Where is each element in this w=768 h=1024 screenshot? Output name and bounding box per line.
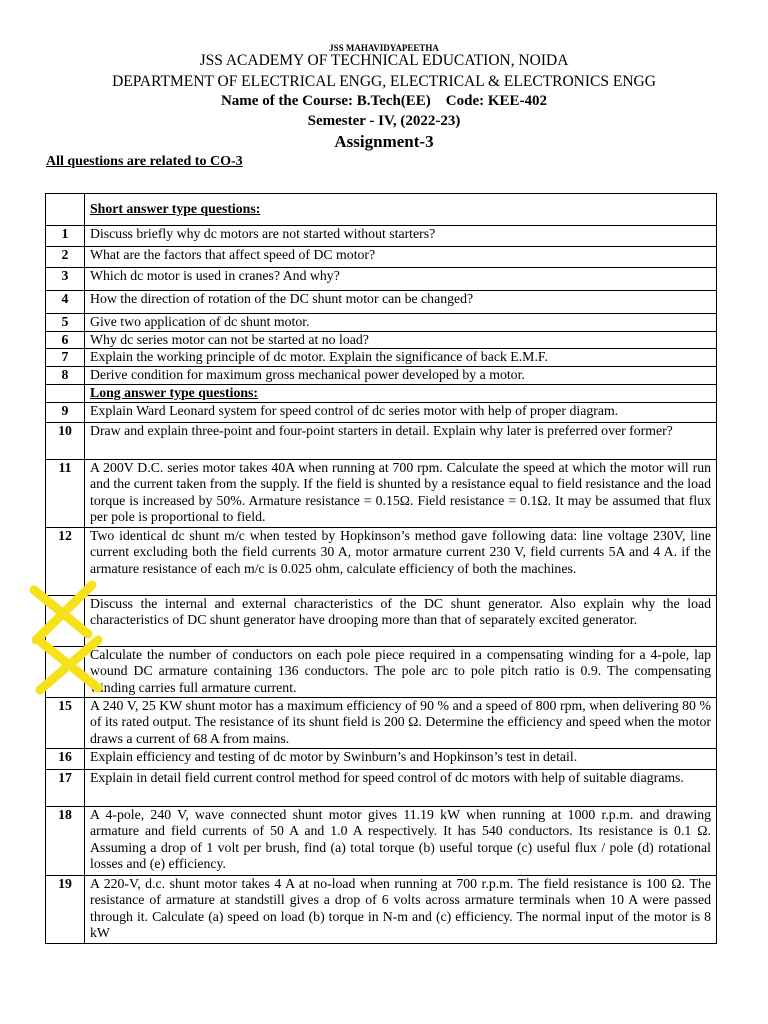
question-number: 6 — [46, 331, 85, 349]
table-row — [46, 697, 717, 748]
question-text: Draw and explain three-point and four-point starters in detail. Explain why later is preferred over former? — [85, 422, 717, 459]
table-row — [46, 646, 717, 697]
question-number: 3 — [46, 268, 85, 291]
question-text: Explain efficiency and testing of dc motor by Swinburn’s and Hopkinson’s test in detail. — [85, 748, 717, 769]
question-text: Discuss the internal and external characteristics of the DC shunt generator. Also explain why the load characteristics of DC shunt generator have drooping more than that of separately excited generator. — [85, 595, 717, 646]
semester-line: Semester - IV, (2022-23) — [307, 113, 461, 129]
question-number: 8 — [46, 367, 85, 385]
table-row — [46, 247, 717, 268]
table-row — [46, 748, 717, 769]
table-row — [46, 459, 717, 527]
assignment-title: Assignment-3 — [334, 132, 434, 151]
question-text: Explain Ward Leonard system for speed control of dc series motor with help of proper diagram. — [85, 402, 717, 422]
question-number: 18 — [46, 806, 85, 875]
table-row — [46, 268, 717, 291]
table-row — [46, 226, 717, 247]
question-text: Which dc motor is used in cranes? And why? — [85, 268, 717, 291]
question-text: Two identical dc shunt m/c when tested by Hopkinson’s method gave following data: line voltage 230V, line current excluding both the field currents 30 A, motor armature current 230 V, field currents 5A and 4 A. if the armature resistance of each m/c is 0.025 ohm, calculate efficiency of both the machines. — [85, 527, 717, 595]
table-row — [46, 349, 717, 367]
question-number: 16 — [46, 748, 85, 769]
table-row — [46, 422, 717, 459]
table-row — [46, 769, 717, 806]
question-number: 5 — [46, 314, 85, 332]
question-text: A 240 V, 25 KW shunt motor has a maximum efficiency of 90 % and a speed of 800 rpm, when delivering 80 % of its rated output. The resistance of its shunt field is 200 Ω. Determine the efficiency and speed when the motor draws a current of 68 A from mains. — [85, 697, 717, 748]
question-text: Derive condition for maximum gross mechanical power developed by a motor. — [85, 367, 717, 385]
question-number: 9 — [46, 402, 85, 422]
section-row-long — [46, 385, 717, 403]
question-number — [46, 646, 85, 697]
section-heading-short: Short answer type questions: — [90, 201, 261, 217]
question-number — [46, 595, 85, 646]
question-text: Give two application of dc shunt motor. — [85, 314, 717, 332]
question-text: Calculate the number of conductors on each pole piece required in a compensating winding for a 4-pole, lap wound DC armature containing 136 conductors. The pole arc to pole pitch ratio is 0.9. The compensating winding carries full armature current. — [85, 646, 717, 697]
empty-cell — [46, 385, 85, 403]
question-number: 7 — [46, 349, 85, 367]
question-text: A 220-V, d.c. shunt motor takes 4 A at no-load when running at 700 r.p.m. The field resistance is 100 Ω. The resistance of armature at standstill gives a drop of 6 volts across armature terminals when 10 A were passed through it. Calculate (a) speed on load (b) torque in N-m and (c) efficiency. The normal input of the motor is 8 kW — [85, 875, 717, 943]
question-text: Why dc series motor can not be started at no load? — [85, 331, 717, 349]
co-note: All questions are related to CO-3 — [46, 154, 243, 169]
table-row — [46, 331, 717, 349]
questions-table — [45, 193, 717, 944]
question-text: How the direction of rotation of the DC shunt motor can be changed? — [85, 291, 717, 314]
institute-name: JSS ACADEMY OF TECHNICAL EDUCATION, NOIDA — [199, 52, 569, 69]
table-row — [46, 367, 717, 385]
table-row — [46, 314, 717, 332]
table-row — [46, 527, 717, 595]
question-number: 12 — [46, 527, 85, 595]
question-text: Explain the working principle of dc motor. Explain the significance of back E.M.F. — [85, 349, 717, 367]
question-text: Explain in detail field current control method for speed control of dc motors with help of suitable diagrams. — [85, 769, 717, 806]
table-row — [46, 291, 717, 314]
question-number: 1 — [46, 226, 85, 247]
question-number: 19 — [46, 875, 85, 943]
question-number: 17 — [46, 769, 85, 806]
table-row — [46, 806, 717, 875]
section-heading-long: Long answer type questions: — [90, 385, 259, 400]
mahavidyapeetha-line: JSS MAHAVIDYAPEETHA — [329, 43, 439, 53]
question-text: A 4-pole, 240 V, wave connected shunt motor gives 11.19 kW when running at 1000 r.p.m. and drawing armature and field currents of 50 A and 1.0 A respectively. It has 540 conductors. Its resistance is 0.1 Ω. Assuming a drop of 1 volt per brush, find (a) total torque (b) useful torque (c) useful flux / pole (d) rotational losses and (e) efficiency. — [85, 806, 717, 875]
question-number: 15 — [46, 697, 85, 748]
question-number: 4 — [46, 291, 85, 314]
question-text: A 200V D.C. series motor takes 40A when running at 700 rpm. Calculate the speed at which the motor will run and the current taken from the supply. If the field is shunted by a resistance equal to field resistance and the load torque is increased by 50%. Armature resistance = 0.15Ω. Field resistance = 0.1Ω. It may be assumed that flux per pole is proportional to field. — [85, 459, 717, 527]
table-row — [46, 595, 717, 646]
department-name: DEPARTMENT OF ELECTRICAL ENGG, ELECTRICAL & ELECTRONICS ENGG — [112, 73, 656, 90]
table-row — [46, 402, 717, 422]
table-row — [46, 875, 717, 943]
question-number: 2 — [46, 247, 85, 268]
section-row-short — [46, 194, 717, 226]
question-number: 10 — [46, 422, 85, 459]
question-text: What are the factors that affect speed of DC motor? — [85, 247, 717, 268]
course-line: Name of the Course: B.Tech(EE) Code: KEE-402 — [220, 93, 548, 109]
question-text: Discuss briefly why dc motors are not started without starters? — [85, 226, 717, 247]
question-number: 11 — [46, 459, 85, 527]
empty-cell — [46, 194, 85, 226]
